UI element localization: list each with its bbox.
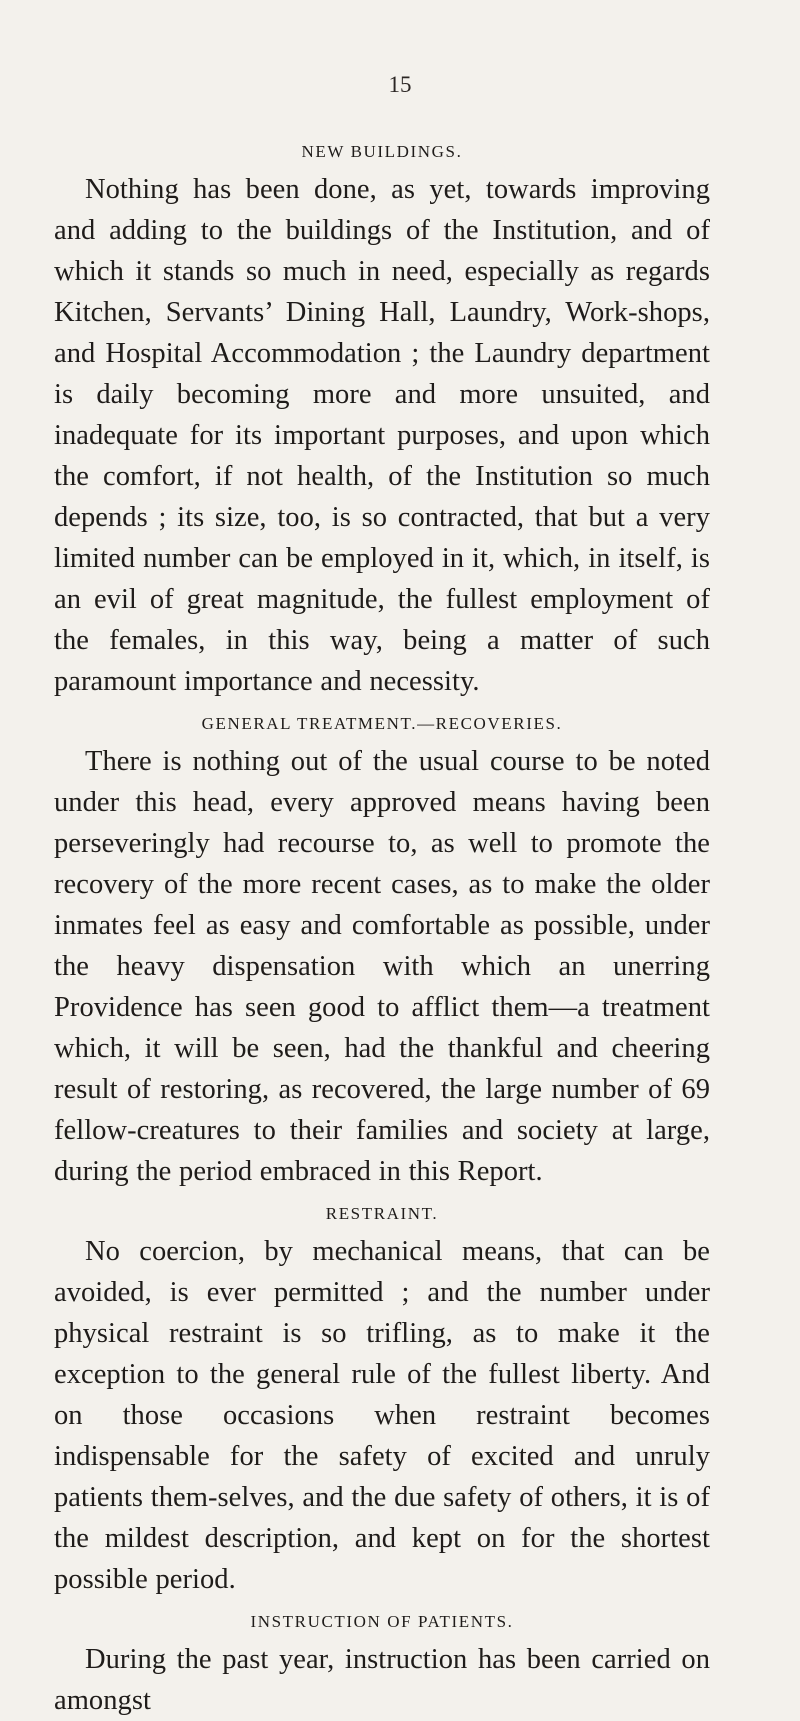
section-restraint xyxy=(54,1192,710,1600)
section-general-treatment xyxy=(54,702,710,1192)
section-paragraph: During the past year, instruction has been carried on amongst xyxy=(54,1644,710,1716)
page-number: 15 xyxy=(388,72,412,97)
section-heading: INSTRUCTION OF PATIENTS. xyxy=(250,1612,514,1631)
section-heading: NEW BUILDINGS. xyxy=(301,142,463,161)
section-new-buildings xyxy=(54,90,710,702)
section-heading: GENERAL TREATMENT.—RECOVERIES. xyxy=(201,714,563,733)
section-paragraph: No coercion, by mechanical means, that can be avoided, is ever permitted ; and the number under physical restraint is so trifling, as to make it the exception to the general rule of the fullest liberty. And on those occasions when restraint becomes indispensable for the safety of excited and unruly patients them-selves, and the due safety of others, it is of the mildest description, and kept on for the shortest possible period. xyxy=(54,1236,710,1595)
section-paragraph: Nothing has been done, as yet, towards improving and adding to the buildings of the Institution, and of which it stands so much in need, especially as regards Kitchen, Servants’ Dining Hall, Laundry, Work-shops, and Hospital Accommodation ; the Laundry department is daily becoming more and more unsuited, and inadequate for its important purposes, and upon which the comfort, if not health, of the Institution so much depends ; its size, too, is so contracted, that but a very limited number can be employed in it, which, in itself, is an evil of great magnitude, the fullest employment of the females, in this way, being a matter of such paramount importance and necessity. xyxy=(54,174,710,697)
section-paragraph: There is nothing out of the usual course to be noted under this head, every approved means having been perseveringly had recourse to, as well to promote the recovery of the more recent cases, as to make the older inmates feel as easy and comfortable as possible, under the heavy dispensation with which an unerring Providence has seen good to afflict them—a treatment which, it will be seen, had the thankful and cheering result of restoring, as recovered, the large number of 69 fellow-creatures to their families and society at large, during the period embraced in this Report. xyxy=(54,746,710,1187)
section-heading: RESTRAINT. xyxy=(325,1204,439,1223)
section-instruction-of-patients xyxy=(54,1600,710,1721)
